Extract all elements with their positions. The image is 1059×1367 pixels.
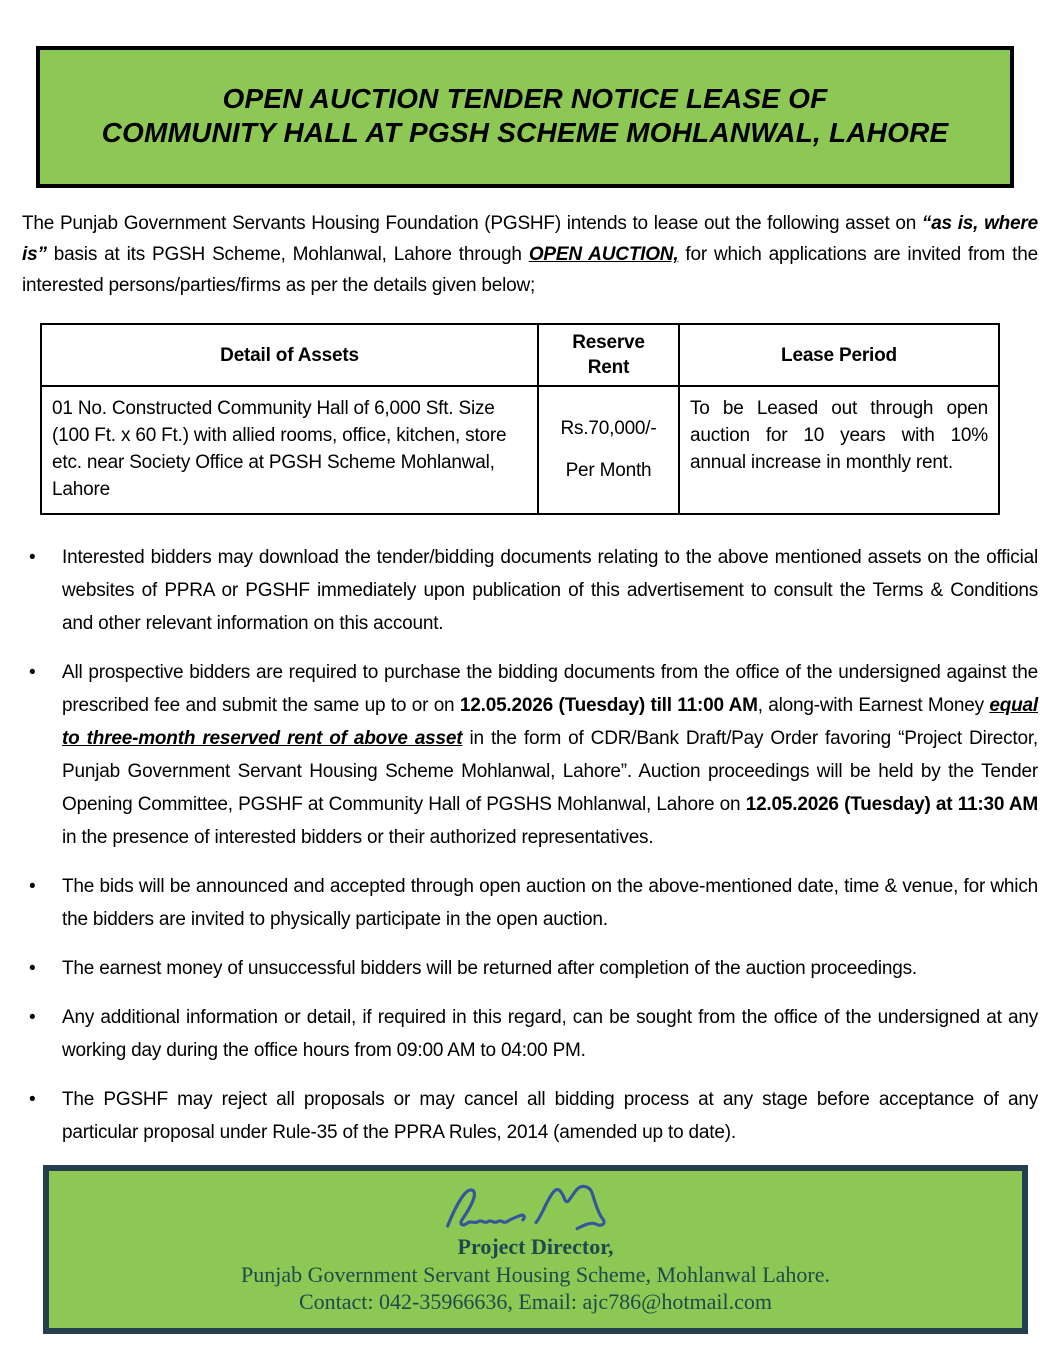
assets-table-header-reserve-rent — [538, 324, 679, 386]
bullet-item-additional-information — [22, 1001, 1038, 1067]
b2-deadline: 12.05.2026 (Tuesday) till 11:00 AM — [459, 695, 758, 716]
b2-auction-datetime: 12.05.2026 (Tuesday) at 11:30 AM — [745, 794, 1038, 815]
bullet-item-rejection-rights — [22, 1083, 1038, 1149]
b2-earnest-money-phrase: equal to three-month reserved rent of above asset — [62, 695, 1038, 749]
assets-table — [40, 323, 1000, 515]
bullet-text-purchase-documents — [62, 656, 1038, 854]
bullet-text-earnest-money-return: The earnest money of unsuccessful bidders will be returned after completion of the auction proceedings. — [62, 958, 917, 979]
intro-paragraph — [22, 208, 1038, 301]
assets-table-row — [41, 386, 999, 514]
bullet-item-earnest-money-return — [22, 952, 1038, 985]
assets-table-header-lease — [679, 324, 999, 386]
bullet-icon: • — [29, 876, 36, 897]
b2-part3: in the form of CDR/Bank Draft/Pay Order favoring “Project Director, Punjab Government Servant Housing Scheme Mohlanwal, Lahore”. Auction proceedings will be held by the Tender Opening Committee, PGSHF at Community Hall of PGSHS Mohlanwal, Lahore on — [62, 728, 1038, 815]
bullet-icon: • — [29, 547, 36, 568]
bullet-icon: • — [29, 958, 36, 979]
bullet-text-download-documents: Interested bidders may download the tender/bidding documents relating to the above mentioned assets on the official websites of PPRA or PGSHF immediately upon publication of this advertisement to consult the Terms & Conditions and other relevant information on this account. — [62, 547, 1038, 634]
bullet-text-additional-information: Any additional information or detail, if required in this regard, can be sought from the office of the undersigned at any working day during the office hours from 09:00 AM to 04:00 PM. — [62, 1007, 1038, 1061]
reserve-header-line1: Reserve — [572, 332, 645, 353]
assets-header-label: Detail of Assets — [220, 344, 359, 366]
footer-organization: Punjab Government Servant Housing Scheme, Mohlanwal Lahore. — [241, 1262, 830, 1287]
assets-table-header-detail — [41, 324, 538, 386]
assets-table-header-row — [41, 324, 999, 386]
bullet-item-purchase-documents — [22, 656, 1038, 854]
notice-title-line2: COMMUNITY HALL AT PGSH SCHEME MOHLANWAL, LAHORE — [101, 117, 949, 148]
b2-part2: , along-with Earnest Money — [757, 695, 990, 716]
asset-detail-cell: 01 No. Constructed Community Hall of 6,000 Sft. Size (100 Ft. x 60 Ft.) with allied rooms, office, kitchen, store etc. near Society Office at PGSH Scheme Mohlanwal, Lahore — [41, 386, 538, 514]
intro-part1: The Punjab Government Servants Housing Foundation (PGSHF) intends to lease out the following asset on — [22, 213, 922, 234]
bullet-item-download-documents — [22, 541, 1038, 640]
b2-part1: All prospective bidders are required to purchase the bidding documents from the office of the undersigned against the prescribed fee and submit the same up to or on — [62, 662, 1038, 716]
reserve-header-line2: Rent — [587, 357, 630, 378]
footer-contact-info: Contact: 042-35966636, Email: ajc786@hotmail.com — [298, 1289, 772, 1314]
intro-as-is-phrase: “as is, where is” — [22, 213, 1038, 265]
bullet-text-rejection-rights: The PGSHF may reject all proposals or may cancel all bidding process at any stage before acceptance of any particular proposal under Rule-35 of the PPRA Rules, 2014 (amended up to date). — [62, 1089, 1038, 1143]
notice-title-line1: OPEN AUCTION TENDER NOTICE LEASE OF — [222, 83, 828, 114]
intro-part2: basis at its PGSH Scheme, Mohlanwal, Lahore through — [46, 244, 529, 265]
signature-icon — [59, 1177, 1012, 1233]
bullet-icon: • — [29, 662, 36, 683]
bullet-text-bids-announced: The bids will be announced and accepted through open auction on the above-mentioned date, time & venue, for which the bidders are invited to physically participate in the open auction. — [62, 876, 1038, 930]
bullet-icon: • — [29, 1007, 36, 1028]
intro-open-auction-phrase: OPEN AUCTION, — [528, 244, 679, 265]
lease-period-cell: To be Leased out through open auction for 10 years with 10% annual increase in monthly rent. — [679, 386, 999, 514]
b2-part4: in the presence of interested bidders or their authorized representatives. — [62, 827, 654, 848]
bullet-icon: • — [29, 1089, 36, 1110]
notice-bullet-list — [22, 541, 1038, 1149]
notice-title-box — [36, 46, 1014, 188]
reserve-rent-amount: Rs.70,000/- — [560, 418, 657, 439]
lease-header-label: Lease Period — [781, 344, 897, 366]
reserve-rent-period: Per Month — [565, 460, 652, 481]
intro-part3: for which applications are invited from the interested persons/parties/firms as per the details given below; — [22, 244, 1038, 296]
reserve-rent-cell — [538, 386, 679, 514]
footer-project-director: Project Director, — [457, 1234, 614, 1259]
footer-signature-box — [43, 1165, 1028, 1334]
bullet-item-bids-announced — [22, 870, 1038, 936]
